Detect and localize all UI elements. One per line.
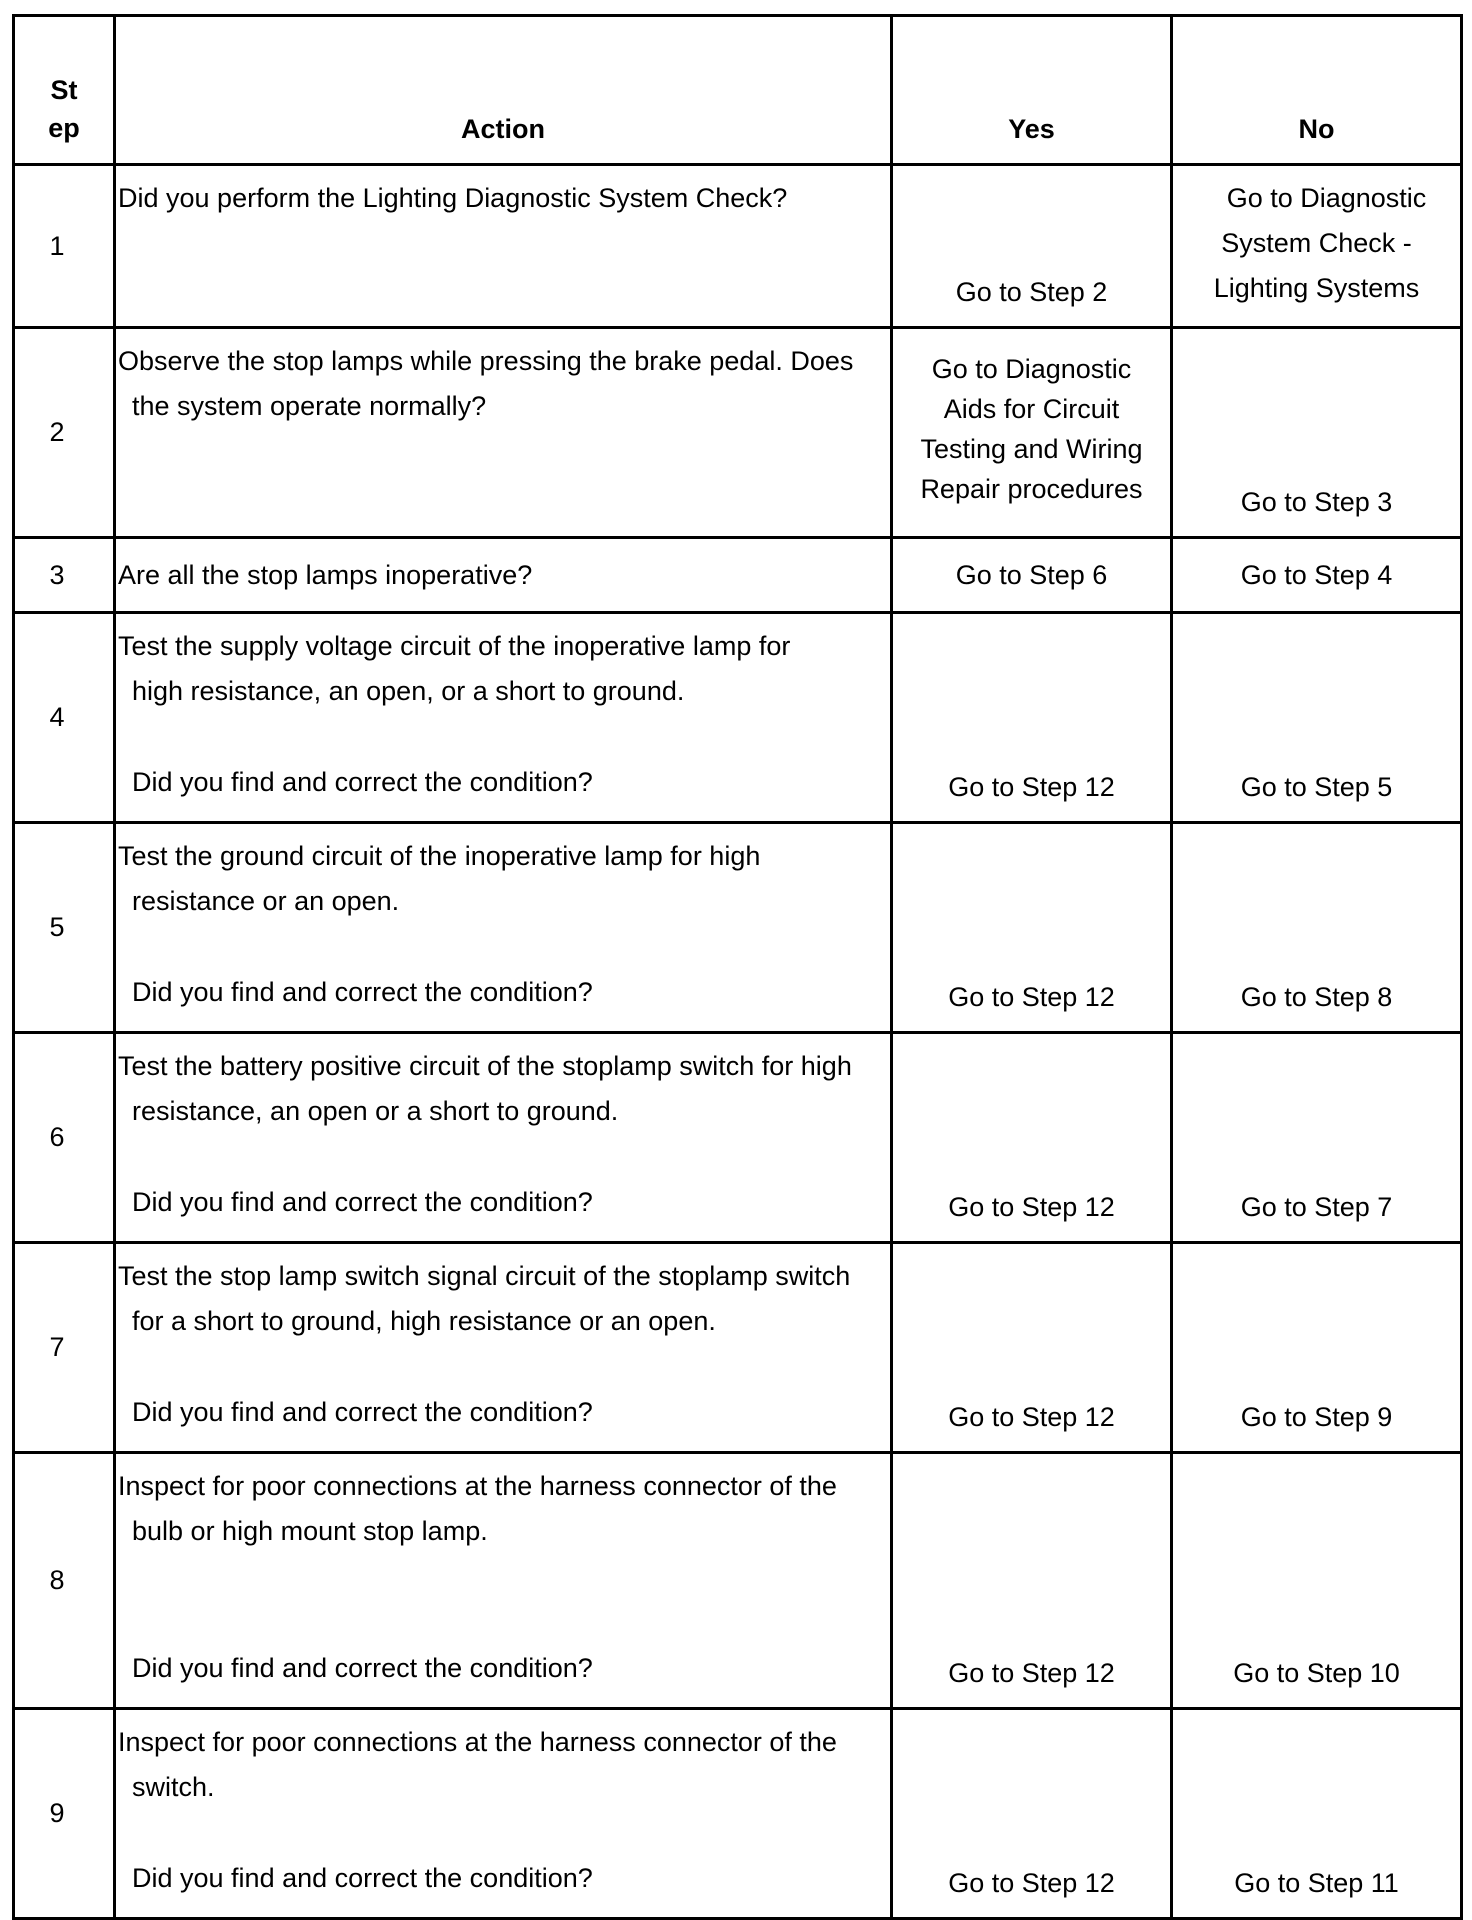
- action-text: bulb or high mount stop lamp.: [132, 1516, 488, 1546]
- action-cell: [115, 1709, 892, 1919]
- action-text: Test the stop lamp switch signal circuit of the stoplamp switch: [118, 1261, 851, 1291]
- action-text: the system operate normally?: [132, 391, 487, 421]
- action-text: Are all the stop lamps inoperative?: [118, 559, 533, 590]
- no-cell: Go to Step 11: [1172, 1709, 1462, 1919]
- action-text: high resistance, an open, or a short to ground.: [132, 676, 685, 706]
- action-text: Did you perform the Lighting Diagnostic System Check?: [118, 183, 788, 213]
- step-number: 4: [14, 613, 115, 823]
- no-cell: Go to Step 7: [1172, 1033, 1462, 1243]
- header-row: [14, 16, 1462, 165]
- yes-cell: Go to Step 12: [892, 1243, 1172, 1453]
- table-row: [14, 823, 1462, 1033]
- action-cell: [115, 538, 892, 613]
- table-row: [14, 538, 1462, 613]
- no-cell: Go to Step 4: [1172, 538, 1462, 613]
- action-text: Test the supply voltage circuit of the inoperative lamp for: [118, 631, 791, 661]
- no-cell: Go to Step 9: [1172, 1243, 1462, 1453]
- step-number: 2: [14, 328, 115, 538]
- question-text: Did you find and correct the condition?: [132, 1863, 593, 1893]
- action-text: for a short to ground, high resistance or an open.: [132, 1306, 716, 1336]
- yes-cell: Go to Step 12: [892, 1453, 1172, 1709]
- step-number: 5: [14, 823, 115, 1033]
- table-row: [14, 1033, 1462, 1243]
- diagnostic-table: [12, 14, 1463, 1920]
- step-number: 3: [14, 538, 115, 613]
- action-cell: [115, 328, 892, 538]
- question-text: Did you find and correct the condition?: [132, 1187, 593, 1217]
- header-action: Action: [115, 16, 892, 165]
- yes-cell: Go to Step 12: [892, 823, 1172, 1033]
- action-text: Test the battery positive circuit of the stoplamp switch for high: [118, 1051, 852, 1081]
- action-text: Observe the stop lamps while pressing the brake pedal. Does: [118, 346, 854, 376]
- action-cell: [115, 165, 892, 328]
- action-text: Test the ground circuit of the inoperative lamp for high: [118, 841, 761, 871]
- yes-cell: Go to Step 2: [892, 165, 1172, 328]
- table-row: [14, 328, 1462, 538]
- table-row: [14, 165, 1462, 328]
- question-text: Did you find and correct the condition?: [132, 977, 593, 1007]
- no-cell: Go to Step 10: [1172, 1453, 1462, 1709]
- question-text: Did you find and correct the condition?: [132, 767, 593, 797]
- action-text: Inspect for poor connections at the harness connector of the: [118, 1727, 837, 1757]
- table-row: [14, 1453, 1462, 1709]
- table-row: [14, 613, 1462, 823]
- action-text: switch.: [132, 1772, 215, 1802]
- question-text: Did you find and correct the condition?: [132, 1397, 593, 1427]
- step-number: 7: [14, 1243, 115, 1453]
- table-row: [14, 1709, 1462, 1919]
- yes-cell: Go to Diagnostic Aids for Circuit Testing and Wiring Repair procedures: [892, 328, 1172, 538]
- action-cell: [115, 1243, 892, 1453]
- action-text: resistance or an open.: [132, 886, 400, 916]
- yes-cell: Go to Step 12: [892, 1033, 1172, 1243]
- step-number: 8: [14, 1453, 115, 1709]
- yes-cell: Go to Step 12: [892, 1709, 1172, 1919]
- header-step: St ep: [14, 16, 115, 165]
- action-cell: [115, 613, 892, 823]
- action-text: resistance, an open or a short to ground.: [132, 1096, 619, 1126]
- no-cell: Go to Step 8: [1172, 823, 1462, 1033]
- action-cell: [115, 1453, 892, 1709]
- step-number: 1: [14, 165, 115, 328]
- header-no: No: [1172, 16, 1462, 165]
- action-cell: [115, 1033, 892, 1243]
- header-yes: Yes: [892, 16, 1172, 165]
- table-row: [14, 1243, 1462, 1453]
- action-text: Inspect for poor connections at the harness connector of the: [118, 1471, 837, 1501]
- question-text: Did you find and correct the condition?: [132, 1653, 593, 1683]
- yes-cell: Go to Step 12: [892, 613, 1172, 823]
- no-cell: Go to Step 5: [1172, 613, 1462, 823]
- action-cell: [115, 823, 892, 1033]
- no-cell: Go to Diagnostic System Check - Lighting Systems: [1172, 165, 1462, 328]
- step-number: 9: [14, 1709, 115, 1919]
- step-number: 6: [14, 1033, 115, 1243]
- yes-cell: Go to Step 6: [892, 538, 1172, 613]
- no-cell: Go to Step 3: [1172, 328, 1462, 538]
